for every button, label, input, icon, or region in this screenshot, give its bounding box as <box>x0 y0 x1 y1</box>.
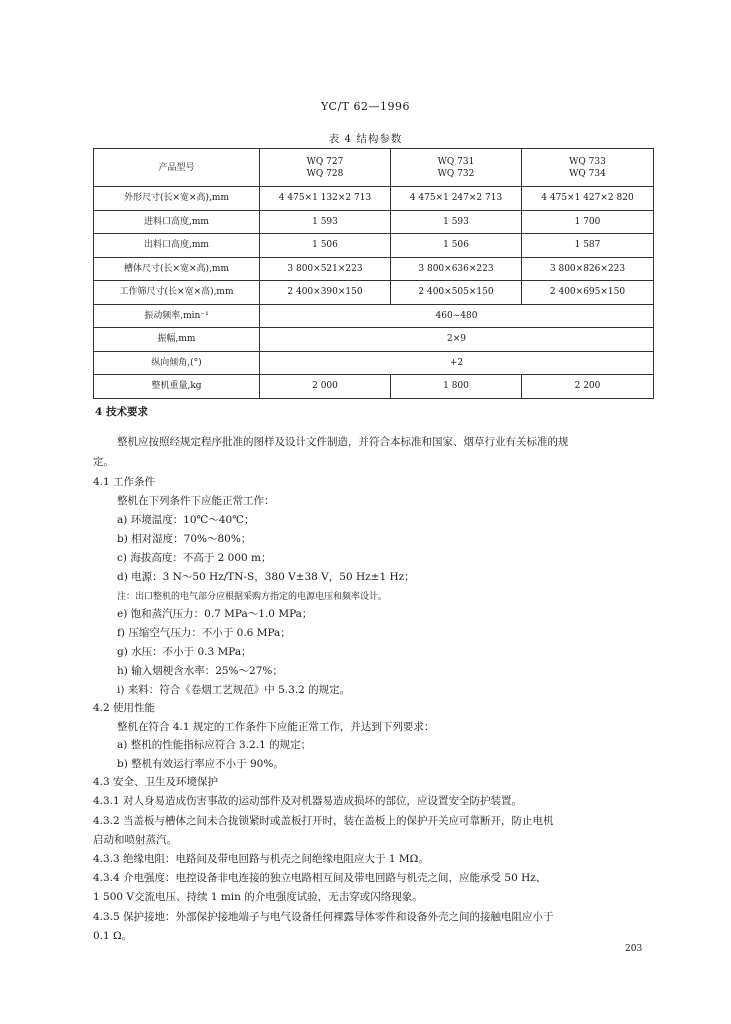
performance-item: b) 整机有效运行率应不小于 90%。 <box>117 758 284 770</box>
table-cell: 4 475×1 427×2 820 <box>522 187 654 211</box>
section-4-2-heading: 4.2 使用性能 <box>93 702 156 714</box>
table-row <box>94 351 654 375</box>
table-cell: 3 800×636×223 <box>391 257 522 281</box>
table-row <box>94 210 654 234</box>
row-label: 纵向倾角,(°) <box>94 351 260 375</box>
table-row <box>94 375 654 399</box>
merged-cell: +2 <box>260 351 654 375</box>
row-label: 整机重量,kg <box>94 375 260 399</box>
table-cell: 2 400×390×150 <box>260 281 391 305</box>
table-row <box>94 304 654 328</box>
page-number: 203 <box>625 944 643 954</box>
table-cell: 2 000 <box>260 375 391 399</box>
model-cell: WQ 733 WQ 734 <box>522 149 654 187</box>
table-cell: 1 593 <box>260 210 391 234</box>
table-cell: 1 506 <box>391 234 522 258</box>
model-cell: WQ 731 WQ 732 <box>391 149 522 187</box>
condition-item: c) 海拔高度：不高于 2 000 m； <box>117 552 272 564</box>
table-row <box>94 281 654 305</box>
table-cell: 2 400×505×150 <box>391 281 522 305</box>
section-4-3-heading: 4.3 安全、卫生及环境保护 <box>93 776 219 788</box>
table-cell: 1 506 <box>260 234 391 258</box>
clause-4-3-2-cont: 启动和喷射蒸汽。 <box>93 834 177 846</box>
table-cell: 1 700 <box>522 210 654 234</box>
table-row <box>94 328 654 352</box>
condition-item: h) 输入烟梗含水率：25%～27%； <box>117 665 283 677</box>
condition-item: d) 电源：3 N～50 Hz/TN-S，380 V±38 V，50 Hz±1 Hz； <box>117 571 415 583</box>
clause-4-3-5: 4.3.5 保护接地：外部保护接地端子与电气设备任何裸露导体零件和设备外壳之间的接触电阻应小于 <box>93 911 554 923</box>
table-cell: 2 400×695×150 <box>522 281 654 305</box>
table-row <box>94 234 654 258</box>
clause-4-3-3: 4.3.3 绝缘电阻：电路间及带电回路与机壳之间绝缘电阻应大于 1 MΩ。 <box>93 853 429 865</box>
table-row <box>94 257 654 281</box>
condition-item: e) 饱和蒸汽压力：0.7 MPa～1.0 MPa； <box>117 608 313 620</box>
table-cell: 2 200 <box>522 375 654 399</box>
section-4-1-intro: 整机在下列条件下应能正常工作： <box>117 495 275 507</box>
table-cell: 3 800×826×223 <box>522 257 654 281</box>
row-label: 振动频率,min⁻¹ <box>94 304 260 328</box>
spec-table <box>93 148 654 399</box>
condition-item: b) 相对湿度：70%～80%； <box>117 533 252 545</box>
row-label: 工作筛尺寸(长×宽×高),mm <box>94 281 260 305</box>
condition-item: g) 水压：不小于 0.3 MPa； <box>117 646 252 658</box>
table-cell: 1 593 <box>391 210 522 234</box>
section-4-heading: 4 技术要求 <box>95 406 148 418</box>
table-cell: 1 587 <box>522 234 654 258</box>
section-4-1-heading: 4.1 工作条件 <box>93 476 156 488</box>
merged-cell: 2×9 <box>260 328 654 352</box>
merged-cell: 460~480 <box>260 304 654 328</box>
header-label: 产品型号 <box>94 149 260 187</box>
clause-4-3-4-cont: 1 500 V交流电压、持续 1 min 的介电强度试验，无击穿或闪络现象。 <box>93 891 423 903</box>
table-cell: 3 800×521×223 <box>260 257 391 281</box>
row-label: 进料口高度,mm <box>94 210 260 234</box>
row-label: 出料口高度,mm <box>94 234 260 258</box>
condition-note: 注：出口整机的电气部分应根据采购方指定的电源电压和频率设计。 <box>117 592 388 602</box>
condition-item: f) 压缩空气压力：不小于 0.6 MPa； <box>117 627 291 639</box>
condition-item: a) 环境温度：10℃～40℃； <box>117 514 255 526</box>
performance-item: a) 整机的性能指标应符合 3.2.1 的规定； <box>117 739 312 751</box>
section-4-2-intro: 整机在符合 4.1 规定的工作条件下应能正常工作，并达到下列要求： <box>117 721 435 733</box>
clause-4-3-5-cont: 0.1 Ω。 <box>93 930 133 942</box>
row-label: 振幅,mm <box>94 328 260 352</box>
document-header: YC/T 62—1996 <box>320 100 410 113</box>
section-4-intro-cont: 定。 <box>93 456 114 468</box>
table-cell: 4 475×1 247×2 713 <box>391 187 522 211</box>
table-cell: 1 800 <box>391 375 522 399</box>
table-caption: 表 4 结构参数 <box>328 133 403 145</box>
clause-4-3-4: 4.3.4 介电强度：电控设备非电连接的独立电路相互间及带电回路与机壳之间，应能承受 50 Hz、 <box>93 872 547 884</box>
table-cell: 4 475×1 132×2 713 <box>260 187 391 211</box>
model-cell: WQ 727 WQ 728 <box>260 149 391 187</box>
condition-item: i) 来料：符合《卷烟工艺规范》中 5.3.2 的规定。 <box>117 684 351 696</box>
section-4-intro: 整机应按照经规定程序批准的图样及设计文件制造，并符合本标准和国家、烟草行业有关标准的规 <box>117 436 569 448</box>
clause-4-3-1: 4.3.1 对人身易造成伤害事故的运动部件及对机器易造成损坏的部位，应设置安全防护装置。 <box>93 795 523 807</box>
row-label: 外形尺寸(长×宽×高),mm <box>94 187 260 211</box>
row-label: 槽体尺寸(长×宽×高),mm <box>94 257 260 281</box>
table-header-row <box>94 149 654 187</box>
clause-4-3-2: 4.3.2 当盖板与槽体之间未合拢锁紧时或盖板打开时，装在盖板上的保护开关应可靠断开，防止电机 <box>93 815 554 827</box>
table-row <box>94 187 654 211</box>
